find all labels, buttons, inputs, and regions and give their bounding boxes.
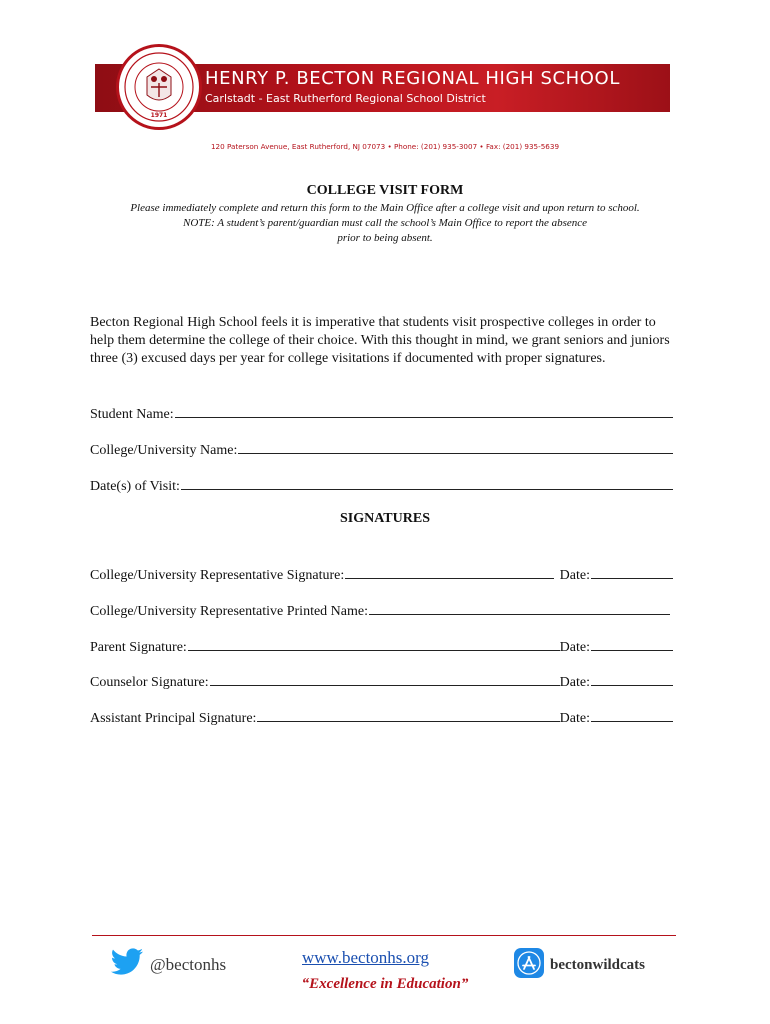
dates-of-visit-label: Date(s) of Visit: xyxy=(90,479,180,494)
ap-signature-label: Assistant Principal Signature: xyxy=(90,711,257,726)
rep-printed-name-line[interactable] xyxy=(369,600,670,615)
parent-date-label: Date: xyxy=(559,640,590,655)
parent-signature-label: Parent Signature: xyxy=(90,640,187,655)
rep-signature-field xyxy=(90,564,673,585)
instruction-line-1: Please immediately complete and return this form to the Main Office after a college visit and upon return to school. xyxy=(130,202,640,214)
seal-year: 1971 xyxy=(150,112,168,119)
counselor-date-line[interactable] xyxy=(591,671,673,686)
counselor-signature-label: Counselor Signature: xyxy=(90,675,209,690)
college-name-label: College/University Name: xyxy=(90,443,238,458)
dates-of-visit-line[interactable] xyxy=(181,475,673,490)
twitter-handle[interactable]: @bectonhs xyxy=(150,954,227,974)
college-name-field xyxy=(90,439,673,460)
website-link[interactable]: www.bectonhs.org xyxy=(302,948,430,967)
college-name-line[interactable] xyxy=(238,439,673,454)
rep-date-label: Date: xyxy=(559,568,590,583)
school-seal-logo xyxy=(116,44,202,130)
app-name[interactable]: bectonwildcats xyxy=(550,957,645,973)
signatures-heading: SIGNATURES xyxy=(340,511,430,526)
dates-of-visit-field xyxy=(90,475,673,496)
instruction-line-2: NOTE: A student’s parent/guardian must call the school’s Main Office to report the absence xyxy=(182,217,588,229)
rep-printed-name-field xyxy=(90,600,670,621)
counselor-signature-field xyxy=(90,671,673,692)
school-name: HENRY P. BECTON REGIONAL HIGH SCHOOL xyxy=(205,68,620,89)
rep-date-line[interactable] xyxy=(591,564,673,579)
ap-signature-line[interactable] xyxy=(257,707,559,722)
parent-signature-line[interactable] xyxy=(188,636,560,651)
policy-paragraph: Becton Regional High School feels it is imperative that students visit prospective colleges in order to help them determine the college of their choice. With this thought in mind, we grant seniors and juniors three (3) excused days per year for college visitations if documented with proper signatures. xyxy=(90,315,670,366)
footer-website[interactable] xyxy=(302,948,429,968)
school-address: 120 Paterson Avenue, East Rutherford, NJ 07073 • Phone: (201) 935-3007 • Fax: (201) 935-5639 xyxy=(210,142,560,151)
ap-date-label: Date: xyxy=(559,711,590,726)
ap-date-line[interactable] xyxy=(591,707,673,722)
student-name-field xyxy=(90,403,673,424)
form-title: COLLEGE VISIT FORM xyxy=(306,183,464,198)
ap-signature-field xyxy=(90,707,673,728)
counselor-date-label: Date: xyxy=(559,675,590,690)
counselor-signature-line[interactable] xyxy=(210,671,560,686)
rep-signature-label: College/University Representative Signature: xyxy=(90,568,345,583)
footer-divider xyxy=(92,935,676,936)
student-name-line[interactable] xyxy=(175,403,673,418)
rep-printed-name-label: College/University Representative Printed Name: xyxy=(90,604,368,619)
parent-signature-field xyxy=(90,636,673,657)
rep-signature-line[interactable] xyxy=(345,564,553,579)
district-name: Carlstadt - East Rutherford Regional School District xyxy=(205,92,486,105)
instruction-line-3: prior to being absent. xyxy=(337,232,433,244)
school-motto: “Excellence in Education” xyxy=(301,976,469,992)
student-name-label: Student Name: xyxy=(90,407,174,422)
parent-date-line[interactable] xyxy=(591,636,673,651)
